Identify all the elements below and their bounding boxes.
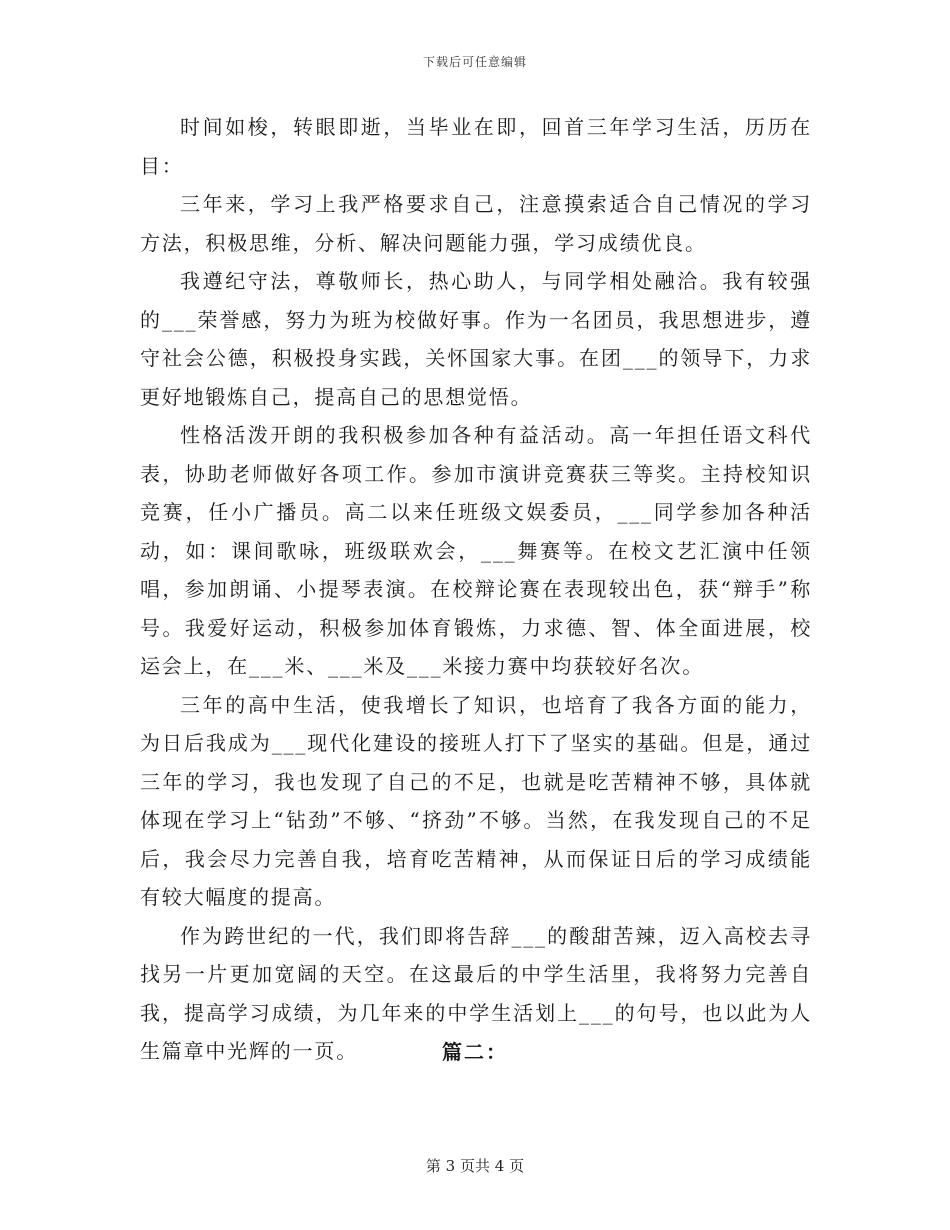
paragraph-outlook: 作为跨世纪的一代，我们即将告辞___的酸甜苦辣，迈入高校去寻找另一片更加宽阔的天空。在这最后的中学生活里，我将努力完善自我，提高学习成绩，为几年来的中学生活划上___的句号，也以此为人生篇章中光辉的一页。 (140, 923, 812, 1063)
header-note: 下载后可任意编辑 (422, 55, 527, 69)
document-body (140, 108, 812, 1071)
paragraph-intro: 时间如梭，转眼即逝，当毕业在即，回首三年学习生活，历历在目： (140, 115, 812, 178)
paragraph-activities: 性格活泼开朗的我积极参加各种有益活动。高一年担任语文科代表，协助老师做好各项工作。参加市演讲竞赛获三等奖。主持校知识竞赛，任小广播员。高二以来任班级文娱委员，___同学参加各种活动，如：课间歌咏，班级联欢会，___舞赛等。在校文艺汇演中任领唱，参加朗诵、小提琴表演。在校辩论赛在表现较出色，获“辩手”称号。我爱好运动，积极参加体育锻炼，力求德、智、体全面进展，校运会上，在___米、___米及___米接力赛中均获较好名次。 (140, 423, 812, 678)
page-number: 第 3 页共 4 页 (425, 1157, 525, 1175)
paragraph-study: 三年来，学习上我严格要求自己，注意摸索适合自己情况的学习方法，积极思维，分析、解决问题能力强，学习成绩优良。 (140, 192, 812, 255)
paragraph-conduct: 我遵纪守法，尊敬师长，热心助人，与同学相处融洽。我有较强的___荣誉感，努力为班为校做好事。作为一名团员，我思想进步，遵守社会公德，积极投身实践，关怀国家大事。在团___的领导下，力求更好地锻炼自己，提高自己的思想觉悟。 (140, 269, 812, 409)
paragraph-reflection: 三年的高中生活，使我增长了知识，也培育了我各方面的能力，为日后我成为___现代化建设的接班人打下了坚实的基础。但是，通过三年的学习，我也发现了自己的不足，也就是吃苦精神不够，具体就体现在学习上“钻劲”不够、“挤劲”不够。当然，在我发现自己的不足后，我会尽力完善自我，培育吃苦精神，从而保证日后的学习成绩能有较大幅度的提高。 (140, 692, 812, 909)
section-heading: 篇二： (442, 1040, 508, 1064)
